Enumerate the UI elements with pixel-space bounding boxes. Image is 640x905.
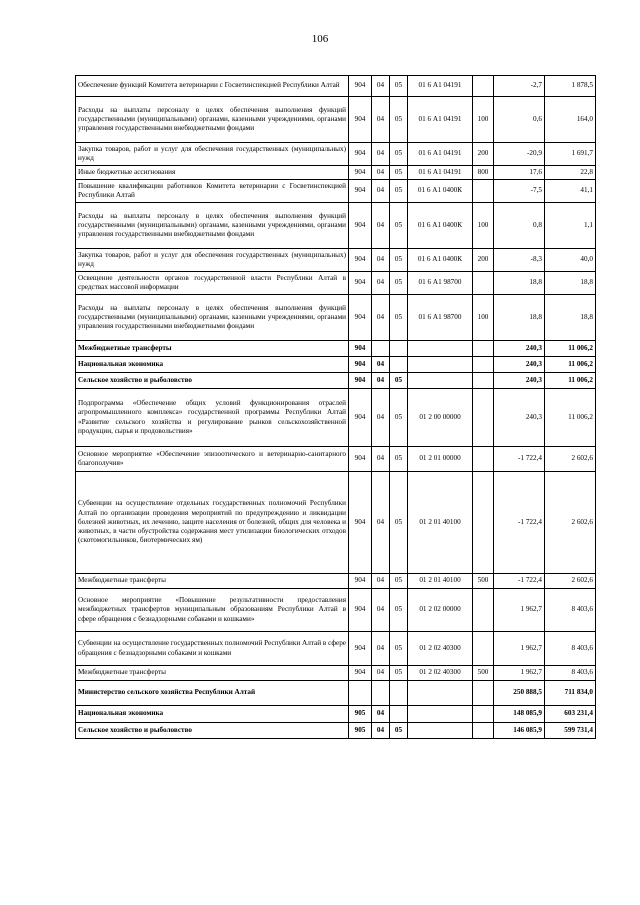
- target-article-code: 01 2 01 40100: [408, 472, 473, 574]
- amount-change: -2,7: [494, 76, 545, 97]
- ministry-code: 904: [349, 249, 372, 272]
- section-code: 04: [372, 249, 390, 272]
- row-description: Обеспечение функций Комитета ветеринарии с Госветинспекцией Республики Алтай: [76, 76, 349, 97]
- row-description: Подпрограмма «Обеспечение общих условий функционирования отраслей агропромышленного комплекса» государственной программы Республики Алтай «Развитие сельского хозяйства и регулирование рынков сельскохозяйственной продукции, сырья и продовольствия»: [76, 389, 349, 447]
- ministry-code: 904: [349, 97, 372, 143]
- amount-change: 240,3: [494, 341, 545, 357]
- section-code: 04: [372, 143, 390, 166]
- amount-change: 250 888,5: [494, 681, 545, 706]
- table-row: [76, 76, 596, 97]
- subsection-code: 05: [390, 632, 408, 666]
- row-description: Закупка товаров, работ и услуг для обеспечения государственных (муниципальных) нужд: [76, 249, 349, 272]
- target-article-code: 01 2 01 40100: [408, 574, 473, 589]
- section-code: 04: [372, 166, 390, 180]
- subsection-code: 05: [390, 447, 408, 472]
- amount-change: 240,3: [494, 357, 545, 373]
- section-code: [372, 341, 390, 357]
- table-row: [76, 373, 596, 389]
- amount-total: 2 602,6: [545, 447, 596, 472]
- row-description: Сельское хозяйство и рыболовство: [76, 373, 349, 389]
- amount-total: 22,8: [545, 166, 596, 180]
- row-description: Расходы на выплаты персоналу в целях обеспечения выполнения функций государственными (муниципальными) органами, казенными учреждениями, органами управления государственными внебюджетными фондами: [76, 97, 349, 143]
- expense-type-code: 100: [473, 295, 494, 341]
- amount-change: -1 722,4: [494, 574, 545, 589]
- expense-type-code: 800: [473, 166, 494, 180]
- ministry-code: 904: [349, 272, 372, 295]
- ministry-code: 905: [349, 723, 372, 739]
- expense-type-code: 100: [473, 97, 494, 143]
- target-article-code: 01 6 А1 04191: [408, 143, 473, 166]
- section-code: 04: [372, 723, 390, 739]
- expense-type-code: [473, 723, 494, 739]
- amount-total: 603 231,4: [545, 706, 596, 723]
- amount-total: 40,0: [545, 249, 596, 272]
- subsection-code: 05: [390, 373, 408, 389]
- ministry-code: 904: [349, 203, 372, 249]
- amount-total: 18,8: [545, 295, 596, 341]
- expense-type-code: [473, 447, 494, 472]
- subsection-code: 05: [390, 472, 408, 574]
- ministry-code: [349, 681, 372, 706]
- expense-type-code: [473, 272, 494, 295]
- section-code: 04: [372, 203, 390, 249]
- subsection-code: 05: [390, 143, 408, 166]
- ministry-code: 905: [349, 706, 372, 723]
- table-row: [76, 666, 596, 681]
- target-article-code: 01 6 А1 04191: [408, 97, 473, 143]
- ministry-code: 904: [349, 357, 372, 373]
- table-row: [76, 681, 596, 706]
- section-code: 04: [372, 666, 390, 681]
- section-code: 04: [372, 76, 390, 97]
- amount-change: 1 962,7: [494, 632, 545, 666]
- target-article-code: 01 2 02 40300: [408, 666, 473, 681]
- amount-change: 18,8: [494, 295, 545, 341]
- table-row: [76, 389, 596, 447]
- table-row: [76, 632, 596, 666]
- section-code: 04: [372, 574, 390, 589]
- target-article-code: 01 6 А1 98700: [408, 295, 473, 341]
- amount-change: 146 085,9: [494, 723, 545, 739]
- table-row: [76, 341, 596, 357]
- ministry-code: 904: [349, 574, 372, 589]
- expense-type-code: [473, 180, 494, 203]
- amount-change: -20,9: [494, 143, 545, 166]
- target-article-code: 01 6 А1 04191: [408, 76, 473, 97]
- table-row: [76, 143, 596, 166]
- subsection-code: [390, 681, 408, 706]
- expense-type-code: 200: [473, 143, 494, 166]
- subsection-code: 05: [390, 166, 408, 180]
- amount-change: -8,3: [494, 249, 545, 272]
- target-article-code: [408, 723, 473, 739]
- subsection-code: 05: [390, 76, 408, 97]
- table-row: [76, 203, 596, 249]
- amount-total: 164,0: [545, 97, 596, 143]
- table-row: [76, 249, 596, 272]
- ministry-code: 904: [349, 589, 372, 632]
- ministry-code: 904: [349, 295, 372, 341]
- amount-total: 11 006,2: [545, 389, 596, 447]
- table-row: [76, 723, 596, 739]
- expense-type-code: [473, 357, 494, 373]
- expense-type-code: [473, 472, 494, 574]
- section-code: 04: [372, 97, 390, 143]
- table-row: [76, 166, 596, 180]
- row-description: Иные бюджетные ассигнования: [76, 166, 349, 180]
- subsection-code: 05: [390, 295, 408, 341]
- target-article-code: [408, 706, 473, 723]
- table-row: [76, 589, 596, 632]
- row-description: Национальная экономика: [76, 357, 349, 373]
- target-article-code: [408, 341, 473, 357]
- expense-type-code: [473, 389, 494, 447]
- subsection-code: 05: [390, 723, 408, 739]
- amount-total: 41,1: [545, 180, 596, 203]
- row-description: Закупка товаров, работ и услуг для обеспечения государственных (муниципальных) нужд: [76, 143, 349, 166]
- ministry-code: 904: [349, 632, 372, 666]
- target-article-code: 01 6 А1 04191: [408, 166, 473, 180]
- ministry-code: 904: [349, 389, 372, 447]
- target-article-code: [408, 373, 473, 389]
- section-code: 04: [372, 447, 390, 472]
- table-row: [76, 97, 596, 143]
- amount-change: 17,6: [494, 166, 545, 180]
- amount-total: 11 006,2: [545, 357, 596, 373]
- budget-table: [75, 75, 596, 739]
- row-description: Межбюджетные трансферты: [76, 666, 349, 681]
- section-code: 04: [372, 357, 390, 373]
- table-row: [76, 706, 596, 723]
- row-description: Основное мероприятие «Повышение результативности предоставления межбюджетных трансфертов муниципальным образованиям Республики Алтай в сфере обращения с безнадзорными собаками и кошками»: [76, 589, 349, 632]
- target-article-code: 01 2 02 00000: [408, 589, 473, 632]
- expense-type-code: 200: [473, 249, 494, 272]
- section-code: 04: [372, 373, 390, 389]
- subsection-code: 05: [390, 203, 408, 249]
- target-article-code: 01 2 00 00000: [408, 389, 473, 447]
- row-description: Основное мероприятие «Обеспечение эпизоотического и ветеринарно-санитарного благополучия»: [76, 447, 349, 472]
- target-article-code: [408, 357, 473, 373]
- target-article-code: 01 6 А1 0400К: [408, 180, 473, 203]
- row-description: Повышение квалификации работников Комитета ветеринарии с Госветинспекцией Республики Алтай: [76, 180, 349, 203]
- target-article-code: [408, 681, 473, 706]
- target-article-code: 01 2 01 00000: [408, 447, 473, 472]
- expense-type-code: 100: [473, 203, 494, 249]
- section-code: 04: [372, 272, 390, 295]
- expense-type-code: [473, 373, 494, 389]
- ministry-code: 904: [349, 180, 372, 203]
- amount-change: -1 722,4: [494, 447, 545, 472]
- target-article-code: 01 6 А1 0400К: [408, 203, 473, 249]
- amount-total: 8 403,6: [545, 632, 596, 666]
- page-number: 106: [311, 33, 329, 45]
- expense-type-code: [473, 681, 494, 706]
- subsection-code: 05: [390, 249, 408, 272]
- expense-type-code: [473, 589, 494, 632]
- row-description: Расходы на выплаты персоналу в целях обеспечения выполнения функций государственными (муниципальными) органами, казенными учреждениями, органами управления государственными внебюджетными фондами: [76, 295, 349, 341]
- subsection-code: 05: [390, 389, 408, 447]
- expense-type-code: [473, 632, 494, 666]
- amount-change: 0,6: [494, 97, 545, 143]
- table-row: [76, 357, 596, 373]
- subsection-code: 05: [390, 574, 408, 589]
- target-article-code: 01 6 А1 98700: [408, 272, 473, 295]
- row-description: Освещение деятельности органов государственной власти Республики Алтай в средствах массовой информации: [76, 272, 349, 295]
- ministry-code: 904: [349, 341, 372, 357]
- row-description: Сельское хозяйство и рыболовство: [76, 723, 349, 739]
- amount-total: 1 691,7: [545, 143, 596, 166]
- amount-change: 1 962,7: [494, 589, 545, 632]
- section-code: [372, 681, 390, 706]
- row-description: Субвенции на осуществление отдельных государственных полномочий Республики Алтай по организации проведения мероприятий по предупреждению и ликвидации болезней животных, их лечению, защите населения от болезней, общих для человека и животных, в части обустройства содержания мест утилизации биологических отходов (скотомогильников, биотермических ям): [76, 472, 349, 574]
- row-description: Межбюджетные трансферты: [76, 341, 349, 357]
- ministry-code: 904: [349, 76, 372, 97]
- expense-type-code: 500: [473, 574, 494, 589]
- amount-total: 1 878,5: [545, 76, 596, 97]
- amount-change: -7,5: [494, 180, 545, 203]
- row-description: Субвенции на осуществление государственных полномочий Республики Алтай в сфере обращения с безнадзорными собаками и кошками: [76, 632, 349, 666]
- section-code: 04: [372, 589, 390, 632]
- ministry-code: 904: [349, 666, 372, 681]
- amount-change: 240,3: [494, 373, 545, 389]
- section-code: 04: [372, 180, 390, 203]
- amount-total: 11 006,2: [545, 373, 596, 389]
- table-row: [76, 574, 596, 589]
- amount-total: 18,8: [545, 272, 596, 295]
- subsection-code: 05: [390, 589, 408, 632]
- ministry-code: 904: [349, 166, 372, 180]
- amount-total: 2 602,6: [545, 574, 596, 589]
- ministry-code: 904: [349, 143, 372, 166]
- amount-total: 8 403,6: [545, 666, 596, 681]
- amount-total: 711 834,0: [545, 681, 596, 706]
- subsection-code: [390, 706, 408, 723]
- amount-change: 18,8: [494, 272, 545, 295]
- subsection-code: 05: [390, 97, 408, 143]
- table-row: [76, 272, 596, 295]
- section-code: 04: [372, 632, 390, 666]
- section-code: 04: [372, 389, 390, 447]
- amount-total: 2 602,6: [545, 472, 596, 574]
- ministry-code: 904: [349, 472, 372, 574]
- subsection-code: [390, 341, 408, 357]
- ministry-code: 904: [349, 447, 372, 472]
- expense-type-code: [473, 341, 494, 357]
- amount-change: 0,8: [494, 203, 545, 249]
- row-description: Расходы на выплаты персоналу в целях обеспечения выполнения функций государственными (муниципальными) органами, казенными учреждениями, органами управления государственными внебюджетными фондами: [76, 203, 349, 249]
- table-row: [76, 472, 596, 574]
- section-code: 04: [372, 472, 390, 574]
- row-description: Министерство сельского хозяйства Республики Алтай: [76, 681, 349, 706]
- table-row: [76, 295, 596, 341]
- table-row: [76, 447, 596, 472]
- table-row: [76, 180, 596, 203]
- amount-total: 1,1: [545, 203, 596, 249]
- ministry-code: 904: [349, 373, 372, 389]
- subsection-code: [390, 357, 408, 373]
- amount-total: 8 403,6: [545, 589, 596, 632]
- expense-type-code: [473, 706, 494, 723]
- amount-total: 11 006,2: [545, 341, 596, 357]
- section-code: 04: [372, 706, 390, 723]
- subsection-code: 05: [390, 666, 408, 681]
- row-description: Межбюджетные трансферты: [76, 574, 349, 589]
- target-article-code: 01 6 А1 0400К: [408, 249, 473, 272]
- subsection-code: 05: [390, 272, 408, 295]
- row-description: Национальная экономика: [76, 706, 349, 723]
- amount-change: 148 085,9: [494, 706, 545, 723]
- section-code: 04: [372, 295, 390, 341]
- expense-type-code: [473, 76, 494, 97]
- amount-change: 1 962,7: [494, 666, 545, 681]
- amount-change: 240,3: [494, 389, 545, 447]
- expense-type-code: 500: [473, 666, 494, 681]
- subsection-code: 05: [390, 180, 408, 203]
- amount-total: 599 731,4: [545, 723, 596, 739]
- amount-change: -1 722,4: [494, 472, 545, 574]
- target-article-code: 01 2 02 40300: [408, 632, 473, 666]
